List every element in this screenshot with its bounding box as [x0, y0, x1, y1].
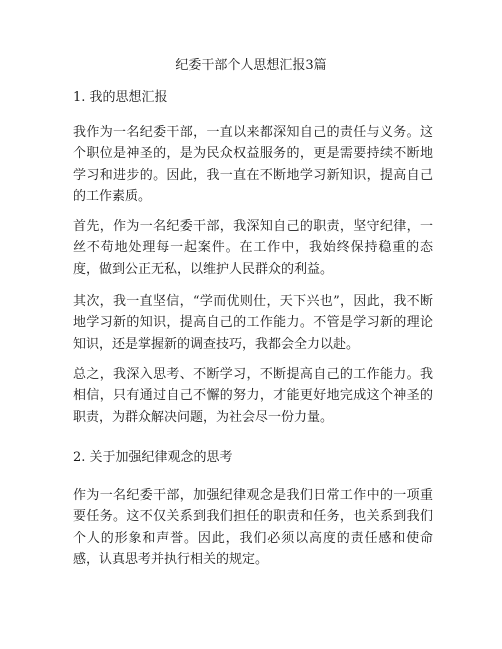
section-2-paragraph-1: 作为一名纪委干部，加强纪律观念是我们日常工作中的一项重要任务。这不仅关系到我们担任的职责和任务，也关系到我们个人的形象和声誉。因此，我们必须以高度的责任感和使命感，认真思考并执行相关的规定。	[73, 488, 433, 568]
section-2-heading: 2. 关于加强纪律观念的思考	[73, 450, 233, 465]
document-title: 纪委干部个人思想汇报3篇	[175, 58, 327, 73]
section-1-paragraph-1: 我作为一名纪委干部，一直以来都深知自己的责任与义务。这个职位是神圣的，是为民众权益服务的，更是需要持续不断地学习和进步的。因此，我一直在不断地学习新知识，提高自己的工作素质。	[73, 125, 433, 205]
section-1-paragraph-2: 首先，作为一名纪委干部，我深知自己的职责，坚守纪律，一丝不苟地处理每一起案件。在工作中，我始终保持稳重的态度，做到公正无私，以维护人民群众的利益。	[73, 219, 433, 277]
section-1-paragraph-3: 其次，我一直坚信，“学而优则仕，天下兴也”，因此，我不断地学习新的知识，提高自己的工作能力。不管是学习新的理论知识，还是掌握新的调查技巧，我都会全力以赴。	[73, 294, 433, 352]
section-1-heading: 1. 我的思想汇报	[73, 90, 168, 105]
section-1-paragraph-4: 总之，我深入思考、不断学习，不断提高自己的工作能力。我相信，只有通过自己不懈的努力，才能更好地完成这个神圣的职责，为群众解决问题，为社会尽一份力量。	[73, 367, 433, 425]
